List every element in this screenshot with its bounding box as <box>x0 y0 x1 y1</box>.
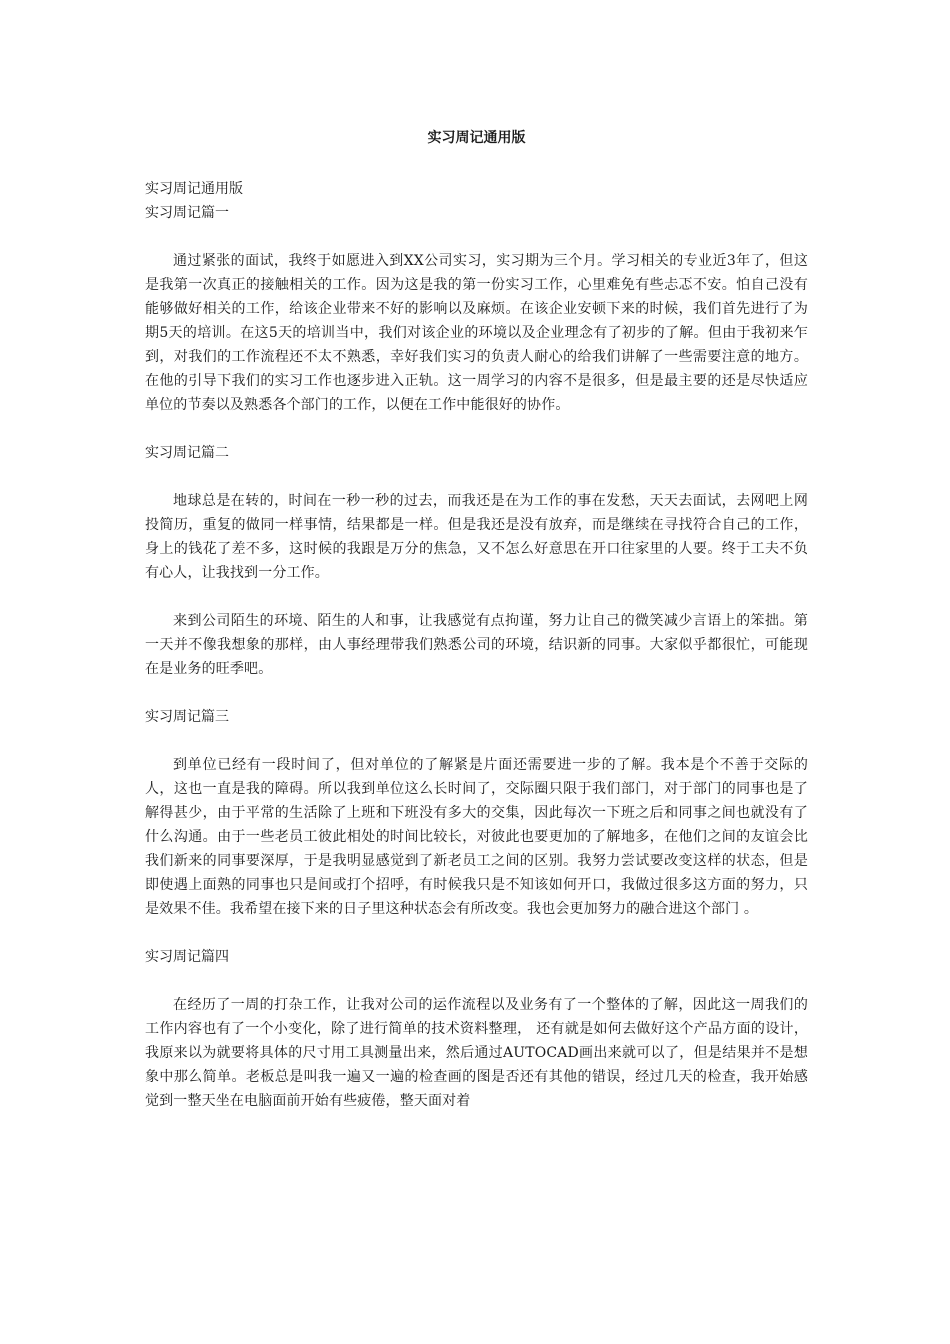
document-body <box>145 177 808 1113</box>
section-heading: 实习周记篇四 <box>145 949 229 965</box>
section-heading: 实习周记篇二 <box>145 445 229 461</box>
document-subtitle: 实习周记通用版 <box>145 181 243 197</box>
section-paragraph: 通过紧张的面试，我终于如愿进入到XX公司实习，实习期为三个月。学习相关的专业近3年了，但这是我第一次真正的接触相关的工作。因为这是我的第一份实习工作，心里难免有些忐忑不安。怕自己没有能够做好相关的工作，给该企业带来不好的影响以及麻烦。在该企业安顿下来的时候，我们首先进行了为期5天的培训。在这5天的培训当中，我们对该企业的环境以及企业理念有了初步的了解。但由于我初来乍到，对我们的工作流程还不太不熟悉，幸好我们实习的负责人耐心的给我们讲解了一些需要注意的地方。在他的引导下我们的实习工作也逐步进入正轨。这一周学习的内容不是很多，但是最主要的还是尽快适应单位的节奏以及熟悉各个部门的工作，以便在工作中能很好的协作。 <box>145 253 808 413</box>
section-heading: 实习周记篇三 <box>145 709 229 725</box>
section-paragraph: 到单位已经有一段时间了，但对单位的了解紧是片面还需要进一步的了解。我本是个不善于交际的人，这也一直是我的障碍。所以我到单位这么长时间了，交际圈只限于我们部门，对于部门的同事也是了解得甚少，由于平常的生活除了上班和下班没有多大的交集，因此每次一下班之后和同事之间也就没有了什么沟通。由于一些老员工彼此相处的时间比较长，对彼此也要更加的了解地多，在他们之间的友谊会比我们新来的同事要深厚，于是我明显感觉到了新老员工之间的区别。我努力尝试要改变这样的状态，但是即使遇上面熟的同事也只是间或打个招呼，有时候我只是不知该如何开口，我做过很多这方面的努力，只是效果不佳。我希望在接下来的日子里这种状态会有所改变。我也会更加努力的融合进这个部门 。 <box>145 757 808 917</box>
section-paragraph: 地球总是在转的，时间在一秒一秒的过去，而我还是在为工作的事在发愁，天天去面试，去网吧上网投简历，重复的做同一样事情，结果都是一样。但是我还是没有放弃，而是继续在寻找符合自己的工作，身上的钱花了差不多，这时候的我跟是万分的焦急，又不怎么好意思在开口往家里的人要。终于工夫不负有心人，让我找到一分工作。 <box>145 493 808 581</box>
section-heading: 实习周记篇一 <box>145 205 229 221</box>
section-paragraph: 在经历了一周的打杂工作，让我对公司的运作流程以及业务有了一个整体的了解，因此这一周我们的工作内容也有了一个小变化，除了进行简单的技术资料整理， 还有就是如何去做好这个产品方面的设计，我原来以为就要将具体的尺寸用工具测量出来，然后通过AUTOCAD画出来就可以了，但是结果并不是想象中那么简单。老板总是叫我一遍又一遍的检查画的图是否还有其他的错误，经过几天的检查，我开始感觉到一整天坐在电脑面前开始有些疲倦，整天面对着 <box>145 997 808 1109</box>
section-paragraph: 来到公司陌生的环境、陌生的人和事，让我感觉有点拘谨，努力让自己的微笑减少言语上的笨拙。第一天并不像我想象的那样，由人事经理带我们熟悉公司的环境，结识新的同事。大家似乎都很忙，可能现在是业务的旺季吧。 <box>145 613 808 677</box>
document-title: 实习周记通用版 <box>427 130 526 146</box>
